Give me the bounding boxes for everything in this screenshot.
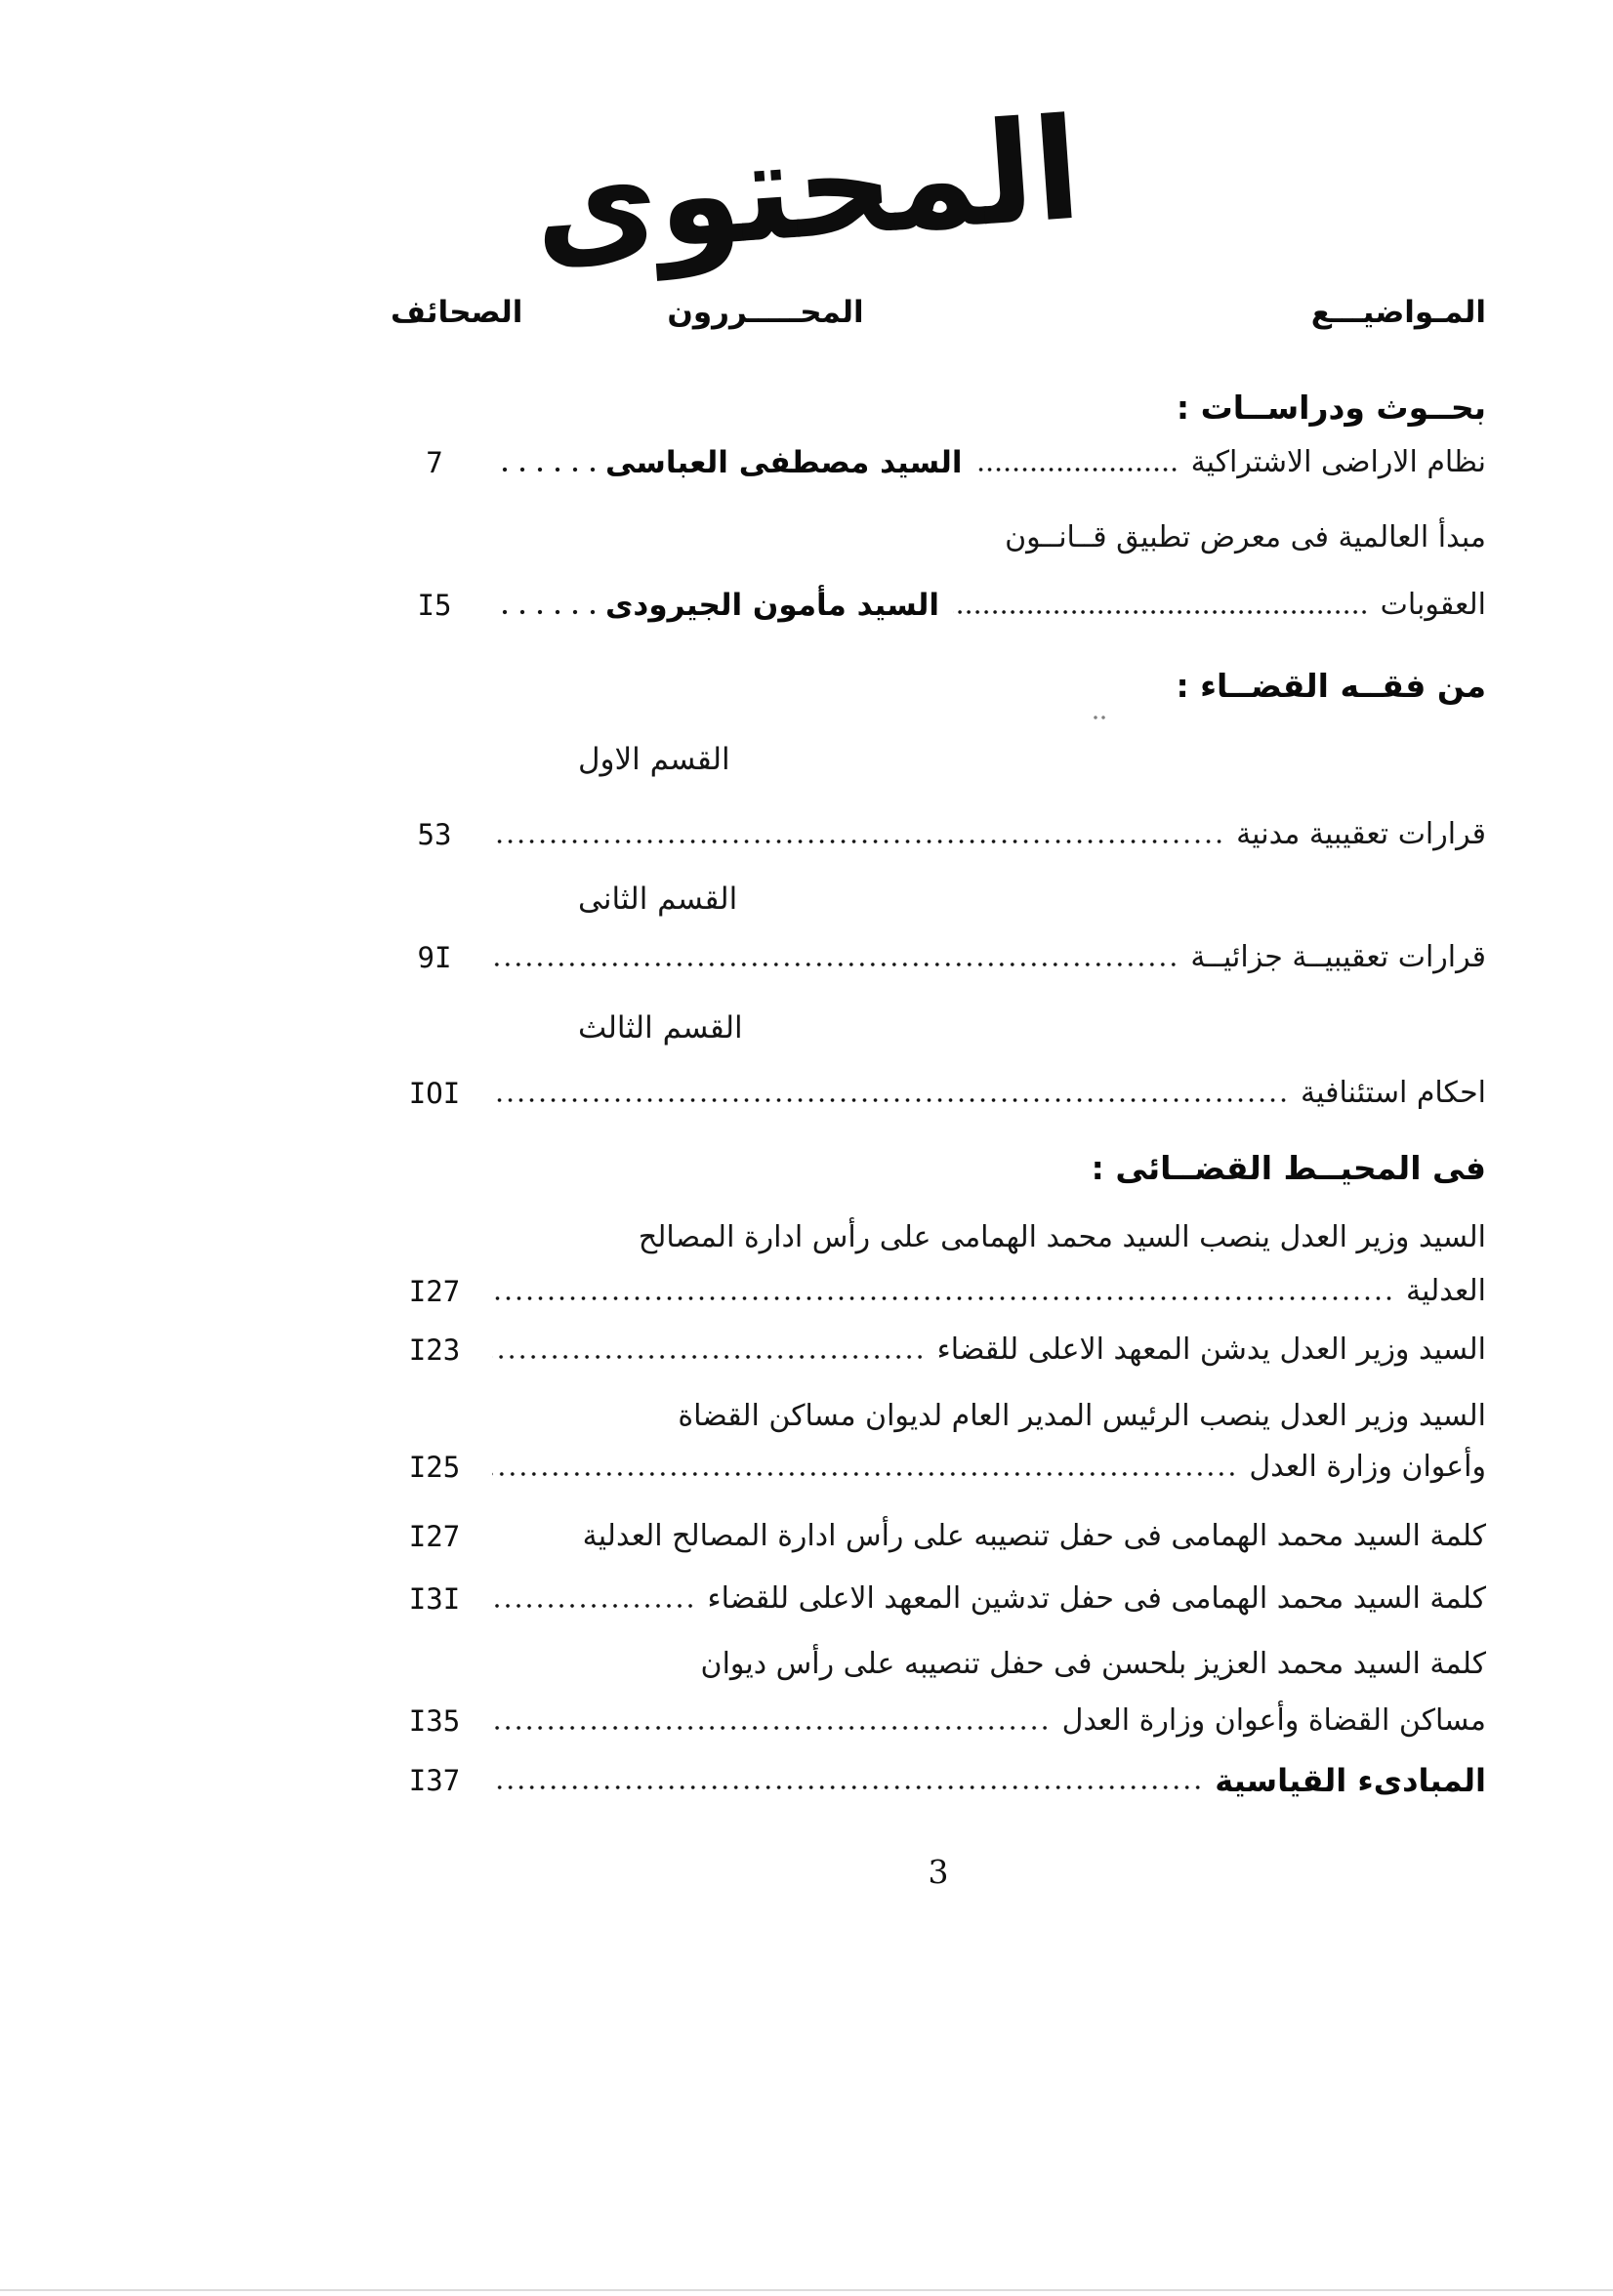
ink-speck bbox=[1092, 714, 1107, 721]
entry-page-number: I23 bbox=[408, 1333, 461, 1367]
entry-topic: كلمة السيد محمد الهمامى فى حفل تنصيبه على رأس ادارة المصالح العدلية bbox=[582, 1519, 1486, 1553]
entry-page-number: I27 bbox=[408, 1520, 461, 1553]
column-header-pages: الصحائف bbox=[391, 295, 523, 330]
toc-subheading bbox=[391, 737, 1486, 782]
entry-topic: مساكن القضاة وأعوان وزارة العدل bbox=[1061, 1703, 1486, 1738]
section-heading-label: فى المحيــط القضــائى : bbox=[1091, 1149, 1486, 1187]
entry-page-number: I3I bbox=[408, 1582, 461, 1616]
toc-entry-continuation bbox=[391, 1215, 1486, 1260]
toc-entry bbox=[391, 1328, 1486, 1373]
entry-topic: المبادىء القياسية bbox=[1215, 1762, 1486, 1799]
toc-entry bbox=[391, 1071, 1486, 1116]
column-header-editors: المحـــــررون bbox=[667, 295, 864, 330]
bottom-scan-rule bbox=[0, 2289, 1613, 2291]
entry-page-number: I25 bbox=[408, 1451, 461, 1484]
subheading-label: القسم الثانى bbox=[578, 882, 738, 917]
column-headers bbox=[391, 295, 1486, 330]
entry-topic: نظام الاراضى الاشتراكية bbox=[1190, 445, 1486, 479]
dot-leader bbox=[492, 1781, 1203, 1794]
toc-entry-continuation bbox=[391, 1394, 1486, 1439]
dot-leader bbox=[975, 463, 1179, 476]
dot-leader bbox=[492, 1537, 571, 1550]
entry-topic: العقوبات bbox=[1380, 588, 1486, 622]
entry-topic: السيد وزير العدل يدشن المعهد الاعلى للقضاء bbox=[936, 1332, 1486, 1367]
toc-section-heading bbox=[391, 386, 1486, 430]
entry-editor: السيد مأمون الجيرودى bbox=[605, 588, 940, 623]
subheading-label: القسم الثالث bbox=[578, 1010, 743, 1046]
entry-page-number: I37 bbox=[408, 1764, 461, 1797]
toc-entry bbox=[391, 1514, 1486, 1559]
toc-entry bbox=[391, 935, 1486, 980]
toc-section-heading bbox=[391, 664, 1486, 709]
entry-topic: قرارات تعقيبية مدنية bbox=[1236, 817, 1486, 851]
entry-page-number: IOI bbox=[408, 1077, 461, 1110]
toc-entry-continuation bbox=[391, 515, 1486, 560]
toc-entry bbox=[391, 1269, 1486, 1314]
toc-entry bbox=[391, 1577, 1486, 1621]
dot-leader-short bbox=[492, 463, 601, 476]
entry-page-number: 53 bbox=[417, 818, 452, 851]
title-block bbox=[127, 87, 1486, 289]
toc-entry bbox=[391, 583, 1486, 628]
toc-subheading bbox=[391, 1005, 1486, 1050]
dot-leader bbox=[492, 835, 1224, 848]
toc-entry bbox=[391, 440, 1486, 485]
section-heading-label: من فقــه القضــاء : bbox=[1176, 667, 1486, 705]
entry-topic: السيد وزير العدل ينصب السيد محمد الهمامى على رأس ادارة المصالح bbox=[638, 1220, 1486, 1254]
entry-page-number: 7 bbox=[426, 446, 443, 479]
entry-topic: مبدأ العالمية فى معرض تطبيق قــانــون bbox=[1005, 520, 1486, 554]
toc-entry bbox=[391, 1699, 1486, 1743]
dot-leader bbox=[492, 1599, 696, 1613]
dot-leader bbox=[492, 1292, 1394, 1305]
section-heading-label: بحــوث ودراســات : bbox=[1176, 389, 1486, 427]
entry-page-number: I35 bbox=[408, 1704, 461, 1738]
toc-entry bbox=[391, 812, 1486, 857]
page-title: المحتوى bbox=[527, 87, 1086, 289]
entry-topic: كلمة السيد محمد العزيز بلحسن فى حفل تنصيبه على رأس ديوان bbox=[700, 1647, 1486, 1681]
folio-page-number: 3 bbox=[928, 1853, 949, 1891]
toc-section-heading bbox=[391, 1146, 1486, 1191]
toc-subheading bbox=[391, 877, 1486, 922]
subheading-label: القسم الاول bbox=[578, 742, 730, 777]
dot-leader bbox=[492, 1093, 1289, 1107]
entry-topic: وأعوان وزارة العدل bbox=[1249, 1450, 1486, 1484]
column-header-topics: المـواضيـــع bbox=[1310, 295, 1486, 330]
entry-page-number: I5 bbox=[417, 589, 452, 622]
toc-entry bbox=[391, 1758, 1486, 1803]
dot-leader bbox=[492, 1350, 926, 1364]
dot-leader bbox=[492, 1467, 1237, 1481]
entry-topic: السيد وزير العدل ينصب الرئيس المدير العام لديوان مساكن القضاة bbox=[678, 1399, 1486, 1433]
entry-page-number: 9I bbox=[417, 941, 452, 974]
entry-topic: كلمة السيد محمد الهمامى فى حفل تدشين المعهد الاعلى للقضاء bbox=[707, 1581, 1486, 1616]
dot-leader bbox=[492, 1721, 1051, 1735]
dot-leader-short bbox=[492, 605, 601, 619]
dot-leader bbox=[953, 605, 1369, 619]
entry-page-number: I27 bbox=[408, 1275, 461, 1308]
dot-leader bbox=[492, 958, 1179, 971]
entry-topic: احكام استئنافية bbox=[1301, 1076, 1486, 1110]
entry-editor: السيد مصطفى العباسى bbox=[605, 445, 963, 480]
toc-entry-continuation bbox=[391, 1642, 1486, 1687]
entry-topic: قرارات تعقيبيــة جزائيــة bbox=[1190, 940, 1486, 974]
toc-entry bbox=[391, 1445, 1486, 1490]
entry-topic: العدلية bbox=[1406, 1274, 1486, 1308]
